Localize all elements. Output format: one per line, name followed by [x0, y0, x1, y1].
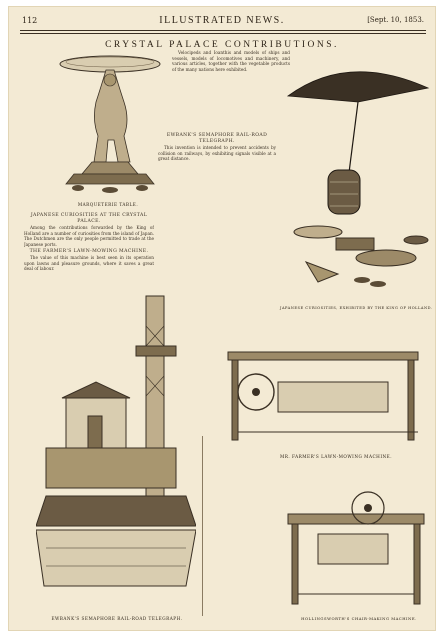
lawn-mowing-machine-figure: [208, 332, 434, 452]
newspaper-page: [8, 6, 436, 631]
lawn-paragraph: The value of this machine is best seen in its operation upon lawns and pleasure grounds, where it saves a great deal of labour.: [24, 255, 154, 272]
heading-telegraph: EWBANK'S SEMAPHORE RAIL-ROAD TELEGRAPH.: [166, 133, 268, 144]
marqueterie-table-figure: [48, 50, 172, 200]
caption-chair-machine: HOLLINGSWORTH'S CHAIR-MAKING MACHINE.: [301, 616, 417, 621]
caption-marqueterie-table: MARQUETERIE TABLE.: [77, 202, 139, 207]
text-column-top: [172, 50, 290, 130]
heading-japanese: JAPANESE CURIOSITIES AT THE CRYSTAL PALACE.: [30, 213, 148, 224]
caption-japanese-curiosities: JAPANESE CURIOSITIES, EXHIBITED BY THE KING OF HOLLAND.: [280, 306, 433, 310]
caption-telegraph: EWBANK'S SEMAPHORE RAIL-ROAD TELEGRAPH.: [51, 616, 183, 621]
telegraph-paragraph: This invention is intended to prevent accidents by collision on railways, by exhibiting signals visible at a great distance.: [158, 145, 276, 162]
japanese-paragraph: Among the contributions forwarded by the King of Holland are a number of curiosities from the island of Japan. The Dutchmen are the only people permitted to trade at the Japanese ports.: [24, 225, 154, 247]
page-number: 112: [22, 16, 38, 25]
column-rule: [202, 436, 203, 616]
header-rule: [20, 30, 426, 34]
heading-lawn: THE FARMER'S LAWN-MOWING MACHINE.: [29, 248, 149, 254]
telegraph-figure: [36, 286, 196, 606]
caption-lawn-mower: MR. FARMER'S LAWN-MOWING MACHINE.: [279, 454, 393, 459]
article-title: CRYSTAL PALACE CONTRIBUTIONS.: [105, 40, 339, 50]
intro-paragraph: Velocipeds and Ioanthis and models of ships and vessels, models of locomotives and machinery, and various articles, together with the vegetable products of the many nations here exhibited.: [172, 50, 290, 72]
page-date: [Sept. 10, 1853.: [367, 16, 424, 24]
chair-making-machine-figure: [278, 484, 434, 614]
page-header: [8, 6, 436, 32]
masthead-title: ILLUSTRATED NEWS.: [159, 15, 285, 26]
japanese-curiosities-figure: [278, 62, 434, 302]
